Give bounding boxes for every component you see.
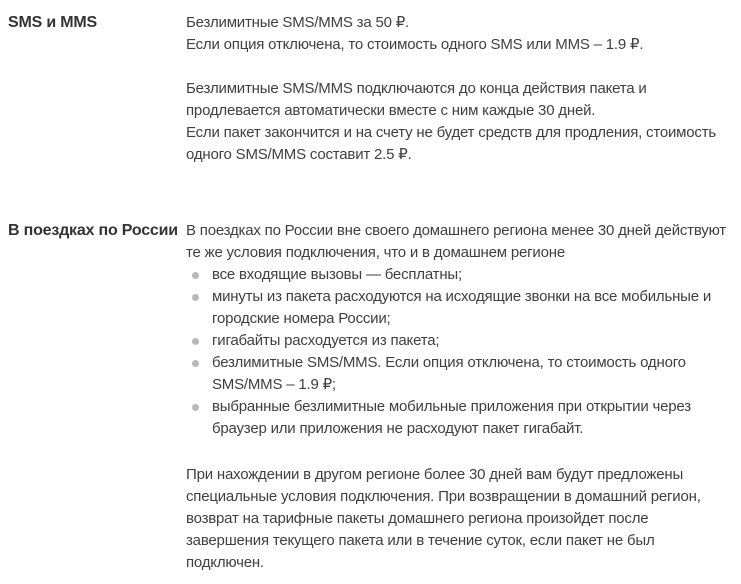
paragraph-travel-intro	[186, 220, 735, 264]
bullet-item-incoming-calls	[186, 264, 735, 286]
bullet-item-apps	[186, 396, 735, 440]
paragraph-travel-outro	[186, 464, 735, 574]
bullet-dot-icon	[192, 294, 199, 301]
text-line: Безлимитные SMS/MMS подключаются до конца действия пакета и продлевается автоматически вместе с ним каждые 30 дней.	[186, 80, 647, 119]
bullet-dot-icon	[192, 338, 199, 345]
paragraph-price	[186, 12, 735, 56]
bullet-dot-icon	[192, 360, 199, 367]
bullet-text: безлимитные SMS/MMS. Если опция отключена, то стоимость одного SMS/MMS – 1.9 ₽;	[212, 354, 686, 393]
section-content-travel-russia	[186, 220, 735, 574]
text-line: Безлимитные SMS/MMS за 50 ₽.	[186, 14, 410, 31]
paragraph-renewal	[186, 78, 735, 166]
text-line: Если пакет закончится и на счету не будет средств для продления, стоимость одного SMS/MMS составит 2.5 ₽.	[186, 124, 717, 163]
section-sms-mms	[8, 12, 735, 166]
text-line: Если опция отключена, то стоимость одного SMS или MMS – 1.9 ₽.	[186, 36, 644, 53]
section-label-travel-russia: В поездках по России	[8, 222, 178, 239]
bullet-text: выбранные безлимитные мобильные приложения при открытии через браузер или приложения не расходуют пакет гигабайт.	[212, 398, 691, 437]
bullet-text: минуты из пакета расходуются на исходящие звонки на все мобильные и городские номера России;	[212, 288, 712, 327]
text-line: В поездках по России вне своего домашнего региона менее 30 дней действуют те же условия подключения, что и в домашнем регионе	[186, 222, 726, 261]
section-label-sms-mms: SMS и MMS	[8, 14, 97, 31]
text-line: При нахождении в другом регионе более 30 дней вам будут предложены специальные условия подключения. При возвращении в домашний регион, возврат на тарифные пакеты домашнего региона произойдет после завершения текущего пакета или в течение суток, если пакет не был подключен.	[186, 466, 701, 571]
bullet-item-gigabytes	[186, 330, 735, 352]
bullet-text: гигабайты расходуется из пакета;	[212, 332, 440, 349]
bullet-item-minutes	[186, 286, 735, 330]
bullet-dot-icon	[192, 272, 199, 279]
travel-conditions-list	[186, 264, 735, 440]
section-travel-russia	[8, 220, 735, 574]
bullet-text: все входящие вызовы — бесплатны;	[212, 266, 462, 283]
section-content-sms-mms	[186, 12, 735, 166]
bullet-dot-icon	[192, 404, 199, 411]
bullet-item-sms-mms	[186, 352, 735, 396]
